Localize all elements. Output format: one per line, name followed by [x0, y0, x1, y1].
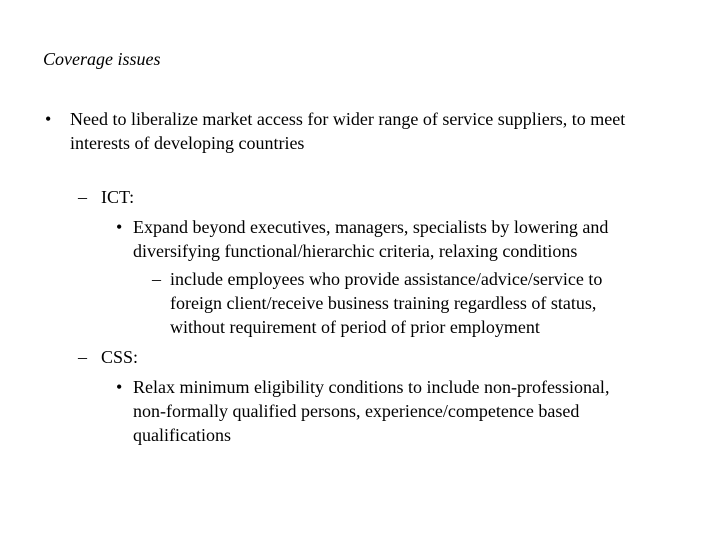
dash-icon: –: [78, 187, 87, 207]
main-bullet-line-2: interests of developing countries: [70, 133, 305, 153]
bullet-icon: •: [45, 109, 52, 129]
dash-icon: –: [78, 347, 87, 367]
css-label: CSS:: [101, 347, 139, 367]
main-bullet-line-1: Need to liberalize market access for wider range of service suppliers, to meet: [70, 109, 626, 129]
css-bullet-line-2: non-formally qualified persons, experience/competence based: [133, 401, 580, 421]
ict-bullet-line-2: diversifying functional/hierarchic criteria, relaxing conditions: [133, 241, 578, 261]
bullet-icon: •: [116, 377, 123, 397]
ict-sub-line-3: without requirement of period of prior employment: [170, 317, 540, 337]
ict-bullet-line-1: Expand beyond executives, managers, specialists by lowering and: [133, 217, 609, 237]
ict-sub-line-2: foreign client/receive business training regardless of status,: [170, 293, 597, 313]
css-bullet-line-1: Relax minimum eligibility conditions to include non-professional,: [133, 377, 610, 397]
css-bullet-line-3: qualifications: [133, 425, 231, 445]
bullet-icon: •: [116, 217, 123, 237]
ict-label: ICT:: [101, 187, 135, 207]
dash-icon: –: [152, 269, 161, 289]
slide-title: Coverage issues: [43, 49, 161, 69]
ict-sub-line-1: include employees who provide assistance/advice/service to: [170, 269, 603, 289]
